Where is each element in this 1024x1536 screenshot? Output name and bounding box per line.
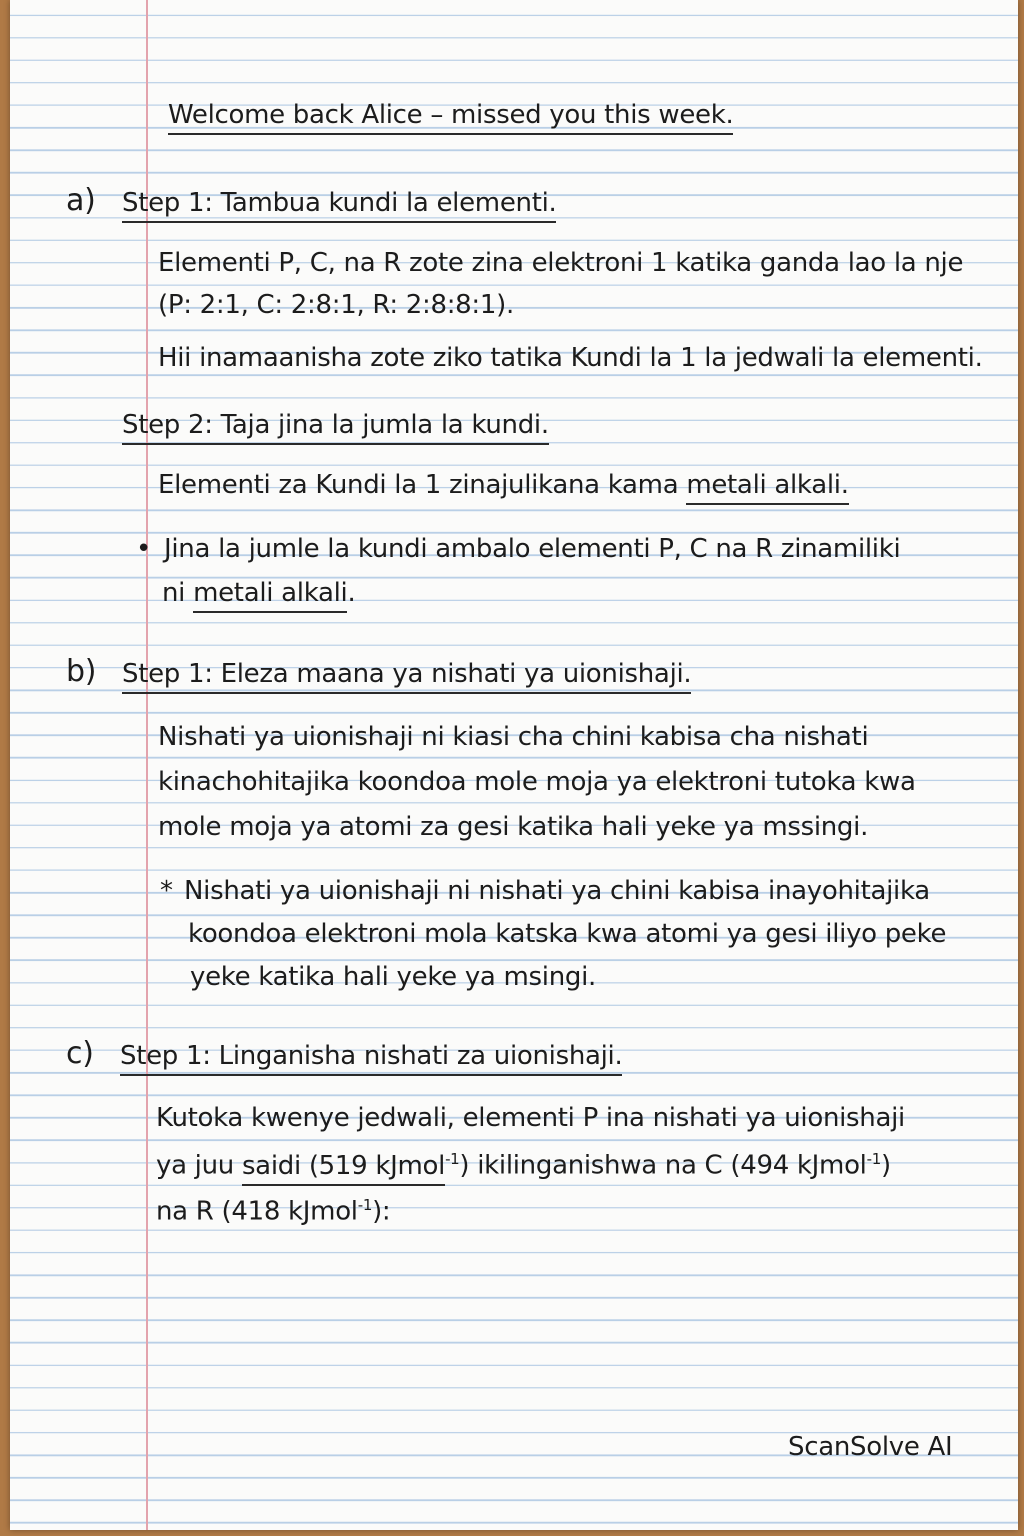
line3-pre: na R (418 kJmol <box>156 1196 358 1227</box>
section-b-label: b) <box>66 654 97 689</box>
bullet-line2 <box>162 578 355 608</box>
section-b-line2: kinachohitajika koondoa mole moja ya elektroni tutoka kwa <box>158 767 916 797</box>
line2-pre: ya juu <box>156 1150 242 1181</box>
section-a-step1-line2: (P: 2:1, C: 2:8:1, R: 2:8:8:1). <box>158 290 514 320</box>
section-b-line3: mole moja ya atomi za gesi katika hali yeke ya mssingi. <box>158 812 869 842</box>
bullet-line2-pre: ni <box>162 578 194 608</box>
bullet-line2-post: . <box>347 578 356 608</box>
section-b-step1-title: Step 1: Eleza maana ya nishati ya uionishaji. <box>122 659 691 694</box>
section-c-line1: Kutoka kwenye jedwali, elementi P ina nishati ya uionishaji <box>156 1103 905 1133</box>
section-c-line2 <box>156 1150 891 1181</box>
line2-mid: ) ikilinganishwa na C (494 kJmol <box>459 1150 867 1181</box>
bullet-line1: Jina la jumle la kundi ambalo elementi P, C na R zinamiliki <box>164 534 901 564</box>
notebook-page <box>10 0 1018 1530</box>
greeting-title: Welcome back Alice – missed you this week. <box>168 100 733 135</box>
section-a-label: a) <box>66 183 96 218</box>
line3-post: ): <box>372 1196 391 1227</box>
note-line2: koondoa elektroni mola katska kwa atomi ya gesi iliyo peke <box>188 919 947 949</box>
note-marker: * <box>160 876 173 906</box>
section-c-line3 <box>156 1196 390 1227</box>
section-b-line1: Nishati ya uionishaji ni kiasi cha chini kabisa cha nishati <box>158 722 869 752</box>
margin-line <box>146 0 148 1530</box>
term-saidi: saidi (519 kJmol <box>242 1151 445 1186</box>
superscript: -1 <box>866 1150 881 1168</box>
section-c-label: c) <box>66 1036 94 1071</box>
line2-post: ) <box>880 1150 891 1181</box>
note-line1: Nishati ya uionishaji ni nishati ya chini kabisa inayohitajika <box>184 876 930 906</box>
superscript: -1 <box>357 1196 373 1214</box>
line1-text: Elementi za Kundi la 1 zinajulikana kama <box>158 470 687 500</box>
section-a-step1-title: Step 1: Tambua kundi la elementi. <box>122 188 556 223</box>
section-a-step2-title: Step 2: Taja jina la jumla la kundi. <box>122 410 549 445</box>
bullet-term: metali alkali <box>193 578 347 613</box>
bullet-marker: • <box>136 534 152 564</box>
footer-brand: ScanSolve AI <box>788 1432 953 1462</box>
section-c-step1-title: Step 1: Linganisha nishati za uionishaji. <box>120 1041 622 1076</box>
section-a-step2-line1 <box>158 470 849 500</box>
superscript: -1 <box>445 1150 460 1168</box>
section-a-step1-line3: Hii inamaanisha zote ziko tatika Kundi la 1 la jedwali la elementi. <box>158 343 983 373</box>
term-metali-alkali: metali alkali. <box>686 470 848 505</box>
note-line3: yeke katika hali yeke ya msingi. <box>190 962 596 992</box>
section-a-step1-line1: Elementi P, C, na R zote zina elektroni 1 katika ganda lao la nje <box>158 248 964 278</box>
